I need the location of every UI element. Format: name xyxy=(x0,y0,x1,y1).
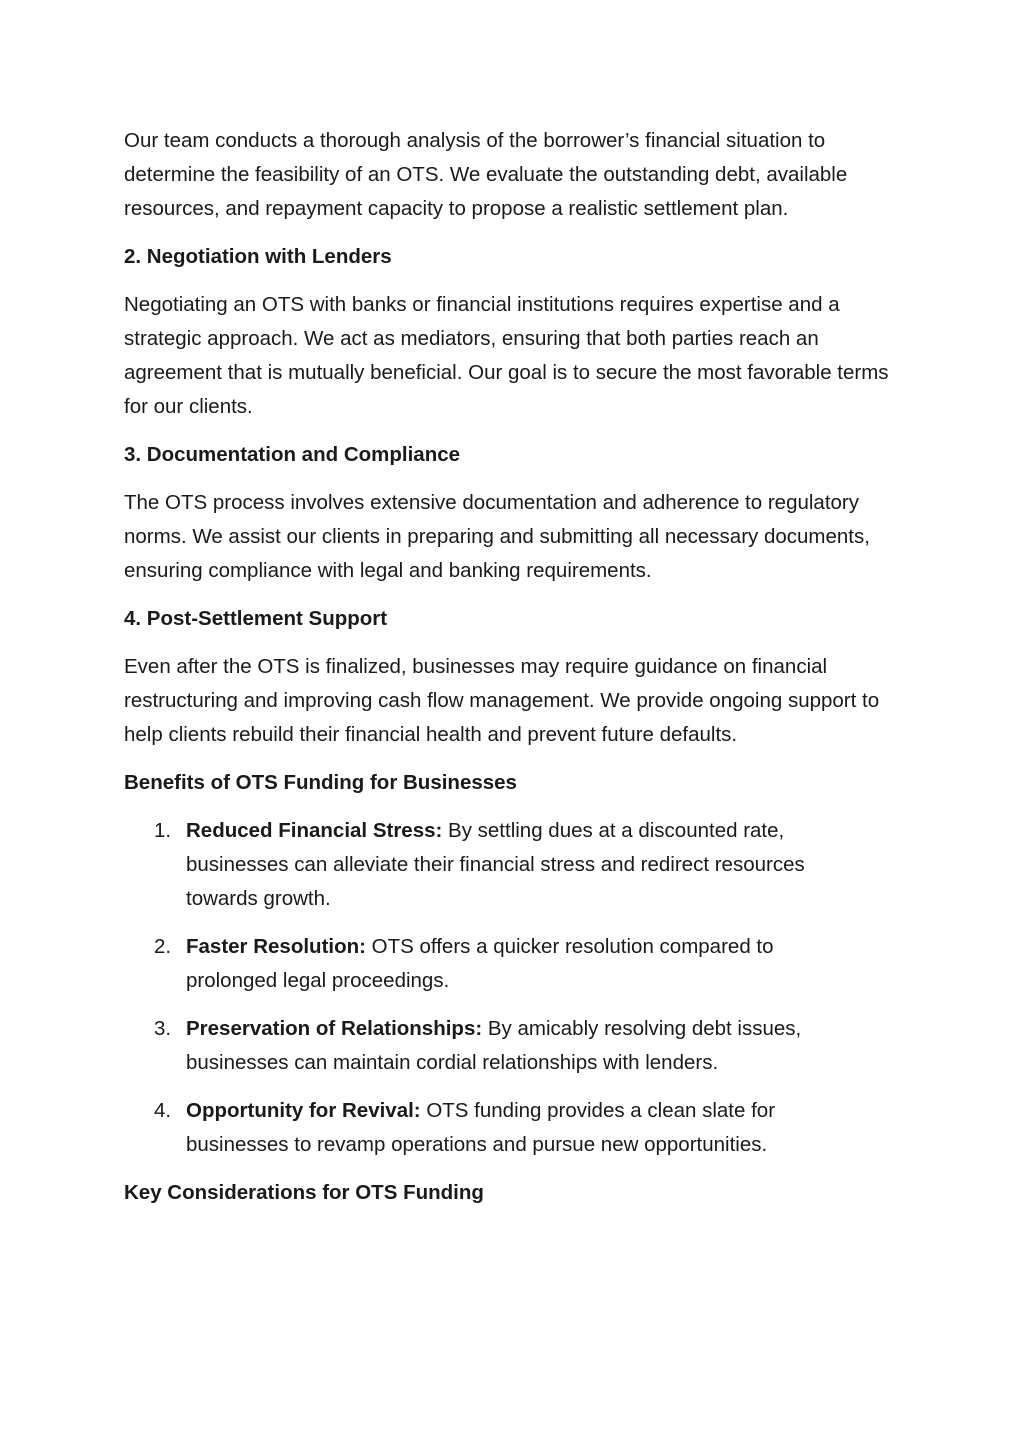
section-heading: 3. Documentation and Compliance xyxy=(124,443,461,466)
section-documentation xyxy=(124,438,899,588)
intro-paragraph: Our team conducts a thorough analysis of the borrower’s financial situation to determine the feasibility of an OTS. We evaluate the outstanding debt, available resources, and repayment capacity to propose a realistic settlement plan. xyxy=(124,129,848,220)
benefit-term: Faster Resolution: xyxy=(186,935,366,958)
list-number: 3. xyxy=(154,1017,172,1040)
benefits-heading: Benefits of OTS Funding for Businesses xyxy=(124,771,517,794)
benefit-term: Reduced Financial Stress: xyxy=(186,819,443,842)
section-negotiation xyxy=(124,240,899,424)
list-item xyxy=(124,930,866,998)
section-paragraph: Negotiating an OTS with banks or financial institutions requires expertise and a strategic approach. We act as mediators, ensuring that both parties reach an agreement that is mutually beneficial. Our goal is to secure the most favorable terms for our clients. xyxy=(124,293,889,418)
section-heading: 4. Post-Settlement Support xyxy=(124,607,388,630)
benefit-text: OTS offers a quicker resolution compared to prolonged legal proceedings. xyxy=(186,935,774,992)
considerations-heading: Key Considerations for OTS Funding xyxy=(124,1181,484,1204)
section-paragraph: The OTS process involves extensive documentation and adherence to regulatory norms. We assist our clients in preparing and submitting all necessary documents, ensuring compliance with legal and banking requirements. xyxy=(124,491,870,582)
benefit-term: Preservation of Relationships: xyxy=(186,1017,483,1040)
benefit-term: Opportunity for Revival: xyxy=(186,1099,421,1122)
benefit-text: By settling dues at a discounted rate, businesses can alleviate their financial stress and redirect resources towards growth. xyxy=(186,819,805,910)
benefit-text: By amicably resolving debt issues, businesses can maintain cordial relationships with lenders. xyxy=(186,1017,802,1074)
list-item xyxy=(124,1012,866,1080)
benefit-text: OTS funding provides a clean slate for businesses to revamp operations and pursue new opportunities. xyxy=(186,1099,776,1156)
section-heading: 2. Negotiation with Lenders xyxy=(124,245,392,268)
list-number: 2. xyxy=(154,935,172,958)
list-number: 1. xyxy=(154,819,172,842)
section-paragraph: Even after the OTS is finalized, businesses may require guidance on financial restructuring and improving cash flow management. We provide ongoing support to help clients rebuild their financial health and prevent future defaults. xyxy=(124,655,880,746)
list-item xyxy=(124,814,866,916)
list-number: 4. xyxy=(154,1099,172,1122)
section-post-settlement xyxy=(124,602,899,752)
list-item xyxy=(124,1094,866,1162)
benefits-list xyxy=(124,814,899,1162)
